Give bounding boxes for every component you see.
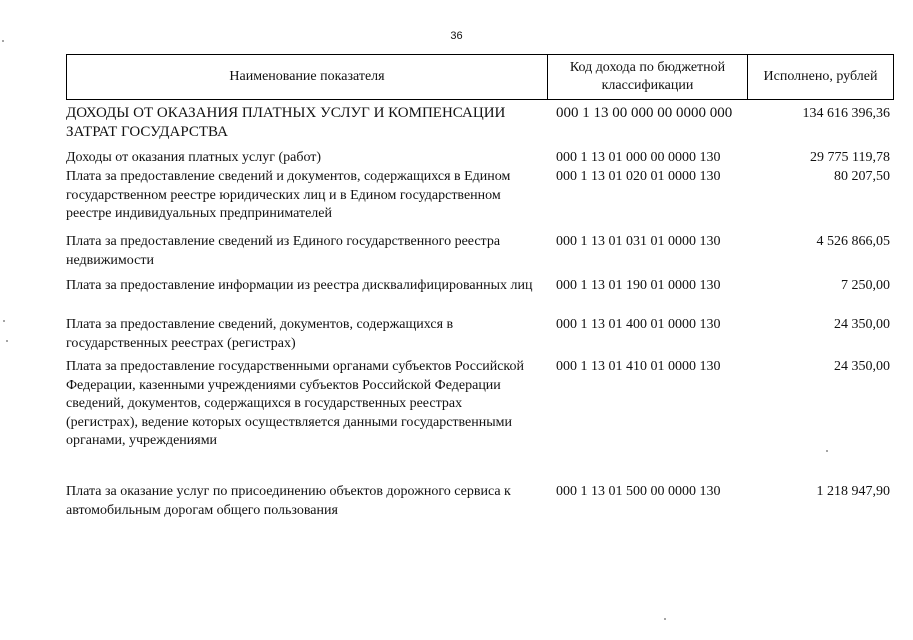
header-amount: Исполнено, рублей: [763, 69, 878, 84]
scan-speck: [6, 340, 8, 342]
row-name: ДОХОДЫ ОТ ОКАЗАНИЯ ПЛАТНЫХ УСЛУГ И КОМПЕНСАЦИИ ЗАТРАТ ГОСУДАРСТВА: [66, 105, 506, 140]
header-code: Код дохода по бюджетной классификации: [548, 55, 748, 99]
row-code: 000 1 13 01 020 01 0000 130: [556, 169, 721, 184]
row-code: 000 1 13 01 400 01 0000 130: [556, 317, 721, 332]
row-name: Плата за предоставление сведений, документов, содержащихся в государственных реестрах (регистрах): [66, 317, 454, 351]
row-name: Плата за предоставление государственными органами субъектов Российской Федерации, казенными учреждениями субъектов Российской Федерации сведений, документов, содержащихся в государственных реестрах (регистрах), ведение которых осуществляется данными государственными органами, учреждениями: [66, 359, 525, 448]
scan-speck: [664, 618, 666, 620]
row-code: 000 1 13 01 500 00 0000 130: [556, 484, 721, 499]
row-amount: 134 616 396,36: [802, 106, 890, 121]
row-amount: 4 526 866,05: [816, 234, 890, 249]
row-code: 000 1 13 01 031 01 0000 130: [556, 234, 721, 249]
row-name: Плата за предоставление информации из реестра дисквалифицированных лиц: [66, 278, 533, 293]
row-code: 000 1 13 01 190 01 0000 130: [556, 278, 721, 293]
scan-speck: [826, 450, 828, 452]
row-code: 000 1 13 01 410 01 0000 130: [556, 359, 721, 374]
table-header: [66, 54, 894, 100]
row-name: Плата за предоставление сведений из Единого государственного реестра недвижимости: [66, 234, 501, 268]
scan-speck: [2, 40, 4, 42]
row-name: Доходы от оказания платных услуг (работ): [66, 150, 322, 165]
row-amount: 80 207,50: [834, 169, 890, 184]
row-amount: 7 250,00: [841, 278, 890, 293]
scan-speck: [3, 320, 5, 322]
row-code: 000 1 13 00 000 00 0000 000: [556, 105, 733, 121]
header-name: Наименование показателя: [67, 55, 548, 99]
row-name: Плата за предоставление сведений и документов, содержащихся в Едином государственном реестре юридических лиц и в Едином государственном реестре индивидуальных предпринимателей: [66, 169, 511, 221]
row-amount: 1 218 947,90: [816, 484, 890, 499]
row-code: 000 1 13 01 000 00 0000 130: [556, 150, 721, 165]
page-number: 36: [450, 30, 463, 42]
row-name: Плата за оказание услуг по присоединению объектов дорожного сервиса к автомобильным дорогам общего пользования: [66, 484, 511, 518]
row-amount: 24 350,00: [834, 317, 890, 332]
row-amount: 29 775 119,78: [810, 150, 890, 165]
row-amount: 24 350,00: [834, 359, 890, 374]
